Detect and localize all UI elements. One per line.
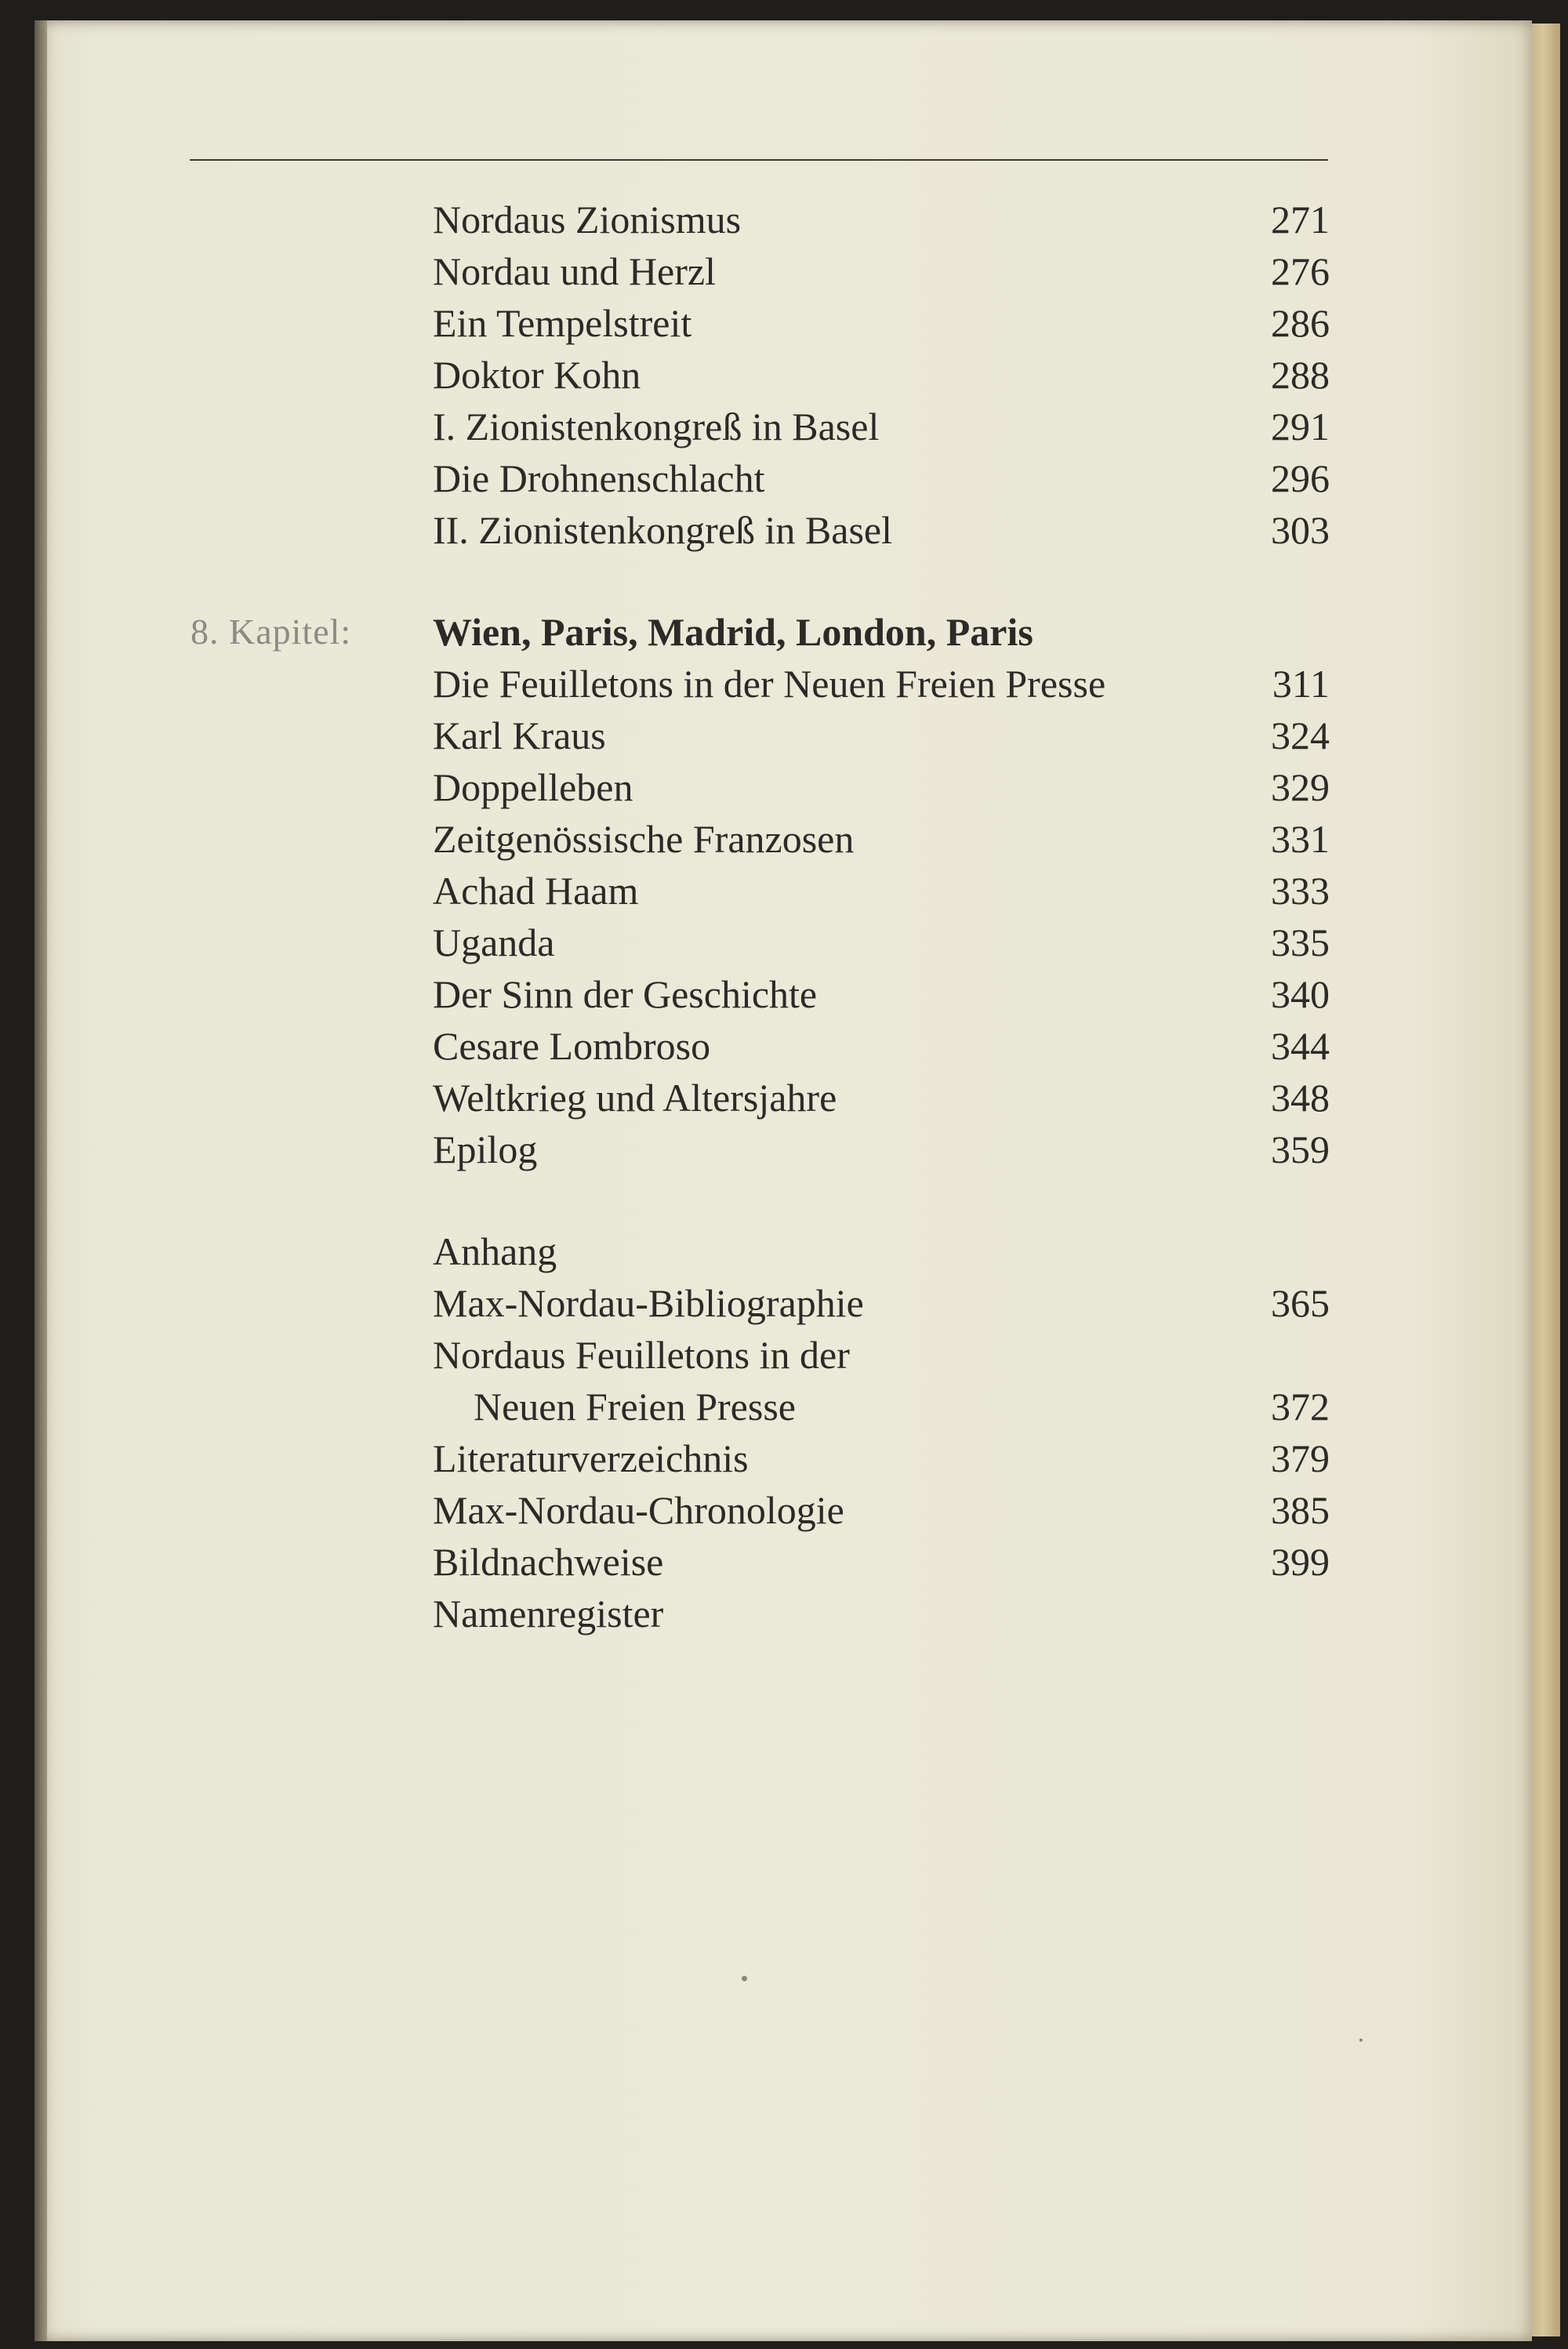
toc-entry-page: 335 xyxy=(1271,920,1330,964)
toc-entry-title: Cesare Lombroso xyxy=(433,1024,711,1068)
toc-entry-title: Max-Nordau-Chronologie xyxy=(433,1488,844,1532)
book-gutter xyxy=(34,20,47,2341)
toc-entry-page: 296 xyxy=(1271,456,1330,500)
toc-entry-title: Max-Nordau-Bibliographie xyxy=(433,1281,864,1325)
toc-entry-page: 344 xyxy=(1271,1024,1330,1068)
toc-entry xyxy=(433,1435,1330,1482)
toc-entry-page: 331 xyxy=(1271,817,1330,861)
toc-entry xyxy=(433,867,1330,914)
toc-entry xyxy=(433,248,1330,295)
toc-entry-title: Zeitgenössische Franzosen xyxy=(433,817,855,861)
toc-entry-title: Uganda xyxy=(433,920,555,964)
toc-entry-title: Der Sinn der Geschichte xyxy=(433,972,818,1016)
toc-entry-title: Ein Tempelstreit xyxy=(433,301,692,345)
toc-entry-page: 333 xyxy=(1271,869,1330,913)
chapter-title: Wien, Paris, Madrid, London, Paris xyxy=(433,610,1033,654)
toc-entry-page: 276 xyxy=(1271,249,1330,293)
toc-entry xyxy=(433,1383,1330,1430)
toc-entry-title: Namenregister xyxy=(433,1592,664,1636)
toc-entry xyxy=(433,506,1330,554)
toc-entry-title: Weltkrieg und Altersjahre xyxy=(433,1076,837,1120)
appendix-heading xyxy=(433,1228,1330,1275)
toc-entry xyxy=(433,351,1330,398)
toc-entry-title: Die Drohnenschlacht xyxy=(433,456,765,500)
toc-entry-title: Literaturverzeichnis xyxy=(433,1436,749,1480)
toc-entry-page: 329 xyxy=(1271,765,1330,809)
toc-entry xyxy=(433,1487,1330,1534)
toc-entry-page: 379 xyxy=(1271,1436,1330,1480)
toc-entry-page: 372 xyxy=(1271,1385,1330,1429)
toc-entry-page: 365 xyxy=(1271,1281,1330,1325)
toc-entry-page: 271 xyxy=(1271,198,1330,241)
toc-entry-page: 324 xyxy=(1271,713,1330,757)
page-edge xyxy=(1532,24,1560,2336)
toc-entry-title: Die Feuilletons in der Neuen Freien Presse xyxy=(433,662,1106,706)
toc-entry-page: 340 xyxy=(1271,972,1330,1016)
toc-entry-title: Epilog xyxy=(433,1127,538,1171)
toc-entry xyxy=(433,455,1330,502)
toc-entry xyxy=(433,815,1330,862)
toc-entry-title: Achad Haam xyxy=(433,869,639,913)
chapter-heading xyxy=(433,608,1330,655)
toc-entry xyxy=(433,712,1330,759)
toc-entry xyxy=(433,764,1330,811)
toc-entry-page: 348 xyxy=(1271,1076,1330,1120)
toc-entry-title: Doktor Kohn xyxy=(433,353,641,397)
toc-entry-title: I. Zionistenkongreß in Basel xyxy=(433,405,880,448)
toc-entry-title: Bildnachweise xyxy=(433,1540,664,1584)
toc-entry xyxy=(433,300,1330,347)
toc-entry xyxy=(433,1074,1330,1121)
toc-entry xyxy=(433,1126,1330,1173)
toc-entry-page: 399 xyxy=(1271,1540,1330,1584)
toc-entry-page: 311 xyxy=(1272,662,1330,706)
toc-entry xyxy=(433,196,1330,243)
paper-speck xyxy=(1359,2039,1363,2042)
toc-entry xyxy=(433,660,1330,707)
toc-entry-title: Nordau und Herzl xyxy=(433,249,716,293)
toc-entry-page: 286 xyxy=(1271,301,1330,345)
toc-entry xyxy=(433,1590,1330,1637)
toc-entry-page: 359 xyxy=(1271,1127,1330,1171)
toc-entry-title: II. Zionistenkongreß in Basel xyxy=(433,508,892,552)
toc-entry xyxy=(433,1331,1330,1378)
toc-entry-page: 303 xyxy=(1271,508,1330,552)
appendix-heading-text: Anhang xyxy=(433,1229,557,1273)
toc-entry-title: Doppelleben xyxy=(433,765,633,809)
toc-entry xyxy=(433,1280,1330,1327)
header-rule xyxy=(190,159,1328,161)
toc-entry xyxy=(433,1022,1330,1069)
toc-entry-page: 288 xyxy=(1271,353,1330,397)
toc-entry xyxy=(433,403,1330,450)
chapter-label: 8. Kapitel: xyxy=(191,612,352,652)
toc-entry-page: 291 xyxy=(1271,405,1330,448)
toc-entry xyxy=(433,971,1330,1018)
toc-entry-title: Karl Kraus xyxy=(433,713,606,757)
toc-entry xyxy=(433,1538,1330,1585)
toc-entry xyxy=(433,919,1330,966)
paper-speck xyxy=(742,1976,747,1981)
toc-entry-title: Nordaus Feuilletons in der xyxy=(433,1333,850,1377)
toc-entry-title: Nordaus Zionismus xyxy=(433,198,742,241)
toc-entry-page: 385 xyxy=(1271,1488,1330,1532)
toc-entry-title: Neuen Freien Presse xyxy=(474,1385,796,1429)
